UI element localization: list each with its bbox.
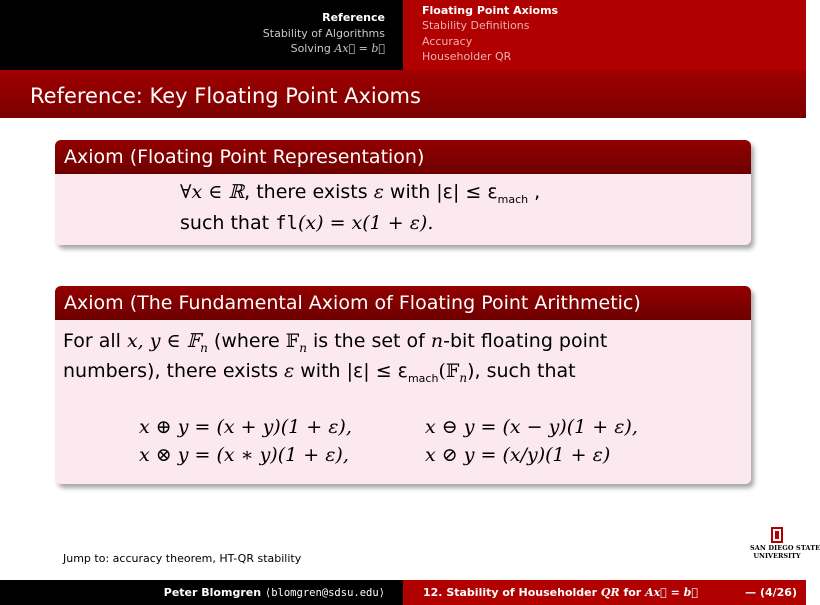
section-nav xyxy=(0,0,403,70)
logo-text-line1: SAN DIEGO STATE xyxy=(750,544,820,552)
jump-links[interactable]: Jump to: accuracy theorem, HT-QR stability xyxy=(63,552,302,565)
axiom-block-title xyxy=(55,286,751,320)
subscript-mach: mach xyxy=(407,371,439,385)
text-is-the-set-of: is the set of xyxy=(306,330,431,352)
subscript-mach: mach xyxy=(497,192,529,206)
text-there-exists: , there exists xyxy=(244,181,374,203)
section-link-reference[interactable]: Reference xyxy=(322,11,385,24)
text-for-all: For all xyxy=(63,330,127,352)
logo-text-line2: UNIVERSITY xyxy=(753,552,801,560)
math-n: n xyxy=(430,330,444,352)
equation-add xyxy=(139,416,352,438)
axiom-block-body xyxy=(55,174,751,245)
footer-title-qr: QR xyxy=(600,586,620,599)
footer-title-math: Ax⃗ = b⃗ xyxy=(645,586,698,599)
page-number: — (4/26) xyxy=(745,586,797,599)
equation-divide xyxy=(425,444,610,466)
footer-author-area xyxy=(0,580,403,605)
math-otimes: x ⊗ y = (x ∗ y)(1 + ε), xyxy=(139,444,349,466)
axiom-text-line-2 xyxy=(63,360,576,385)
subscript-n: n xyxy=(299,340,307,355)
math-ominus: x ⊖ y = (x − y)(1 + ε), xyxy=(425,416,638,438)
section-solving-math: Ax⃗ = b⃗ xyxy=(334,42,385,55)
axiom-line-1 xyxy=(180,181,540,206)
math-F: 𝔽 xyxy=(285,330,300,352)
section-link-stability[interactable]: Stability of Algorithms xyxy=(262,27,385,40)
math-oslash: x ⊘ y = (x/y)(1 + ε) xyxy=(425,444,611,466)
text-where: (where xyxy=(207,330,286,352)
equation-subtract xyxy=(425,416,638,438)
author-name: Peter Blomgren xyxy=(163,586,262,599)
math-xy-in-F: x, y ∈ 𝔽 xyxy=(126,330,201,352)
math-oplus: x ⊕ y = (x + y)(1 + ε), xyxy=(139,416,352,438)
header-bar xyxy=(0,0,806,70)
axiom-block-body xyxy=(55,320,751,484)
axiom-title-fundamental: Axiom (The Fundamental Axiom of Floating Point Arithmetic) xyxy=(64,292,641,314)
axiom-block-representation xyxy=(55,140,751,245)
axiom-title-representation: Axiom (Floating Point Representation) xyxy=(64,146,425,168)
text-comma: , xyxy=(528,181,541,203)
subscript-n: n xyxy=(459,370,468,385)
section-link-solving[interactable] xyxy=(291,42,385,55)
footer-author xyxy=(164,586,385,599)
frame-title-bar xyxy=(0,70,806,118)
axiom-line-2 xyxy=(180,212,433,234)
subsection-link-householder-qr[interactable]: Householder QR xyxy=(422,50,512,63)
math-epsilon-bound: with |ε| ≤ ε xyxy=(383,181,498,203)
math-epsilon: ε xyxy=(284,360,295,382)
axiom-block-fundamental xyxy=(55,286,751,484)
text-such-that: such that xyxy=(180,212,276,234)
math-F-paren: (𝔽 xyxy=(438,360,460,382)
subscript-n: n xyxy=(200,340,208,355)
footer-title-prefix: 12. Stability of Householder xyxy=(423,586,601,599)
axiom-text-line-1 xyxy=(63,330,607,355)
math-epsilon-bound: with |ε| ≤ ε xyxy=(294,360,408,382)
sdsu-seal-icon xyxy=(770,526,784,544)
math-epsilon: ε xyxy=(373,181,384,203)
axiom-block-title xyxy=(55,140,751,174)
text-bit-floating-point: -bit floating point xyxy=(443,330,608,352)
subsection-link-accuracy[interactable]: Accuracy xyxy=(422,35,473,48)
author-email: ⟨blomgren@sdsu.edu⟩ xyxy=(264,587,385,599)
footer-title xyxy=(423,586,698,599)
subsection-nav xyxy=(403,0,806,70)
math-forall-x: ∀x ∈ ℝ xyxy=(180,181,245,203)
subsection-link-floating-point-axioms[interactable]: Floating Point Axioms xyxy=(422,4,559,17)
footer-title-area xyxy=(403,580,806,605)
math-fl-equation: (x) = x(1 + ε). xyxy=(297,212,434,234)
text-numbers-there-exists: numbers), there exists xyxy=(63,360,285,382)
footer-title-for: for xyxy=(619,586,646,599)
mono-fl: fl xyxy=(275,212,298,234)
frame-title: Reference: Key Floating Point Axioms xyxy=(30,84,421,108)
section-solving-prefix: Solving xyxy=(290,42,335,55)
equation-multiply xyxy=(139,444,349,466)
sdsu-logo xyxy=(750,526,820,566)
subsection-link-stability-definitions[interactable]: Stability Definitions xyxy=(422,19,530,32)
footer-bar xyxy=(0,580,806,605)
text-such-that: ), such that xyxy=(467,360,576,382)
